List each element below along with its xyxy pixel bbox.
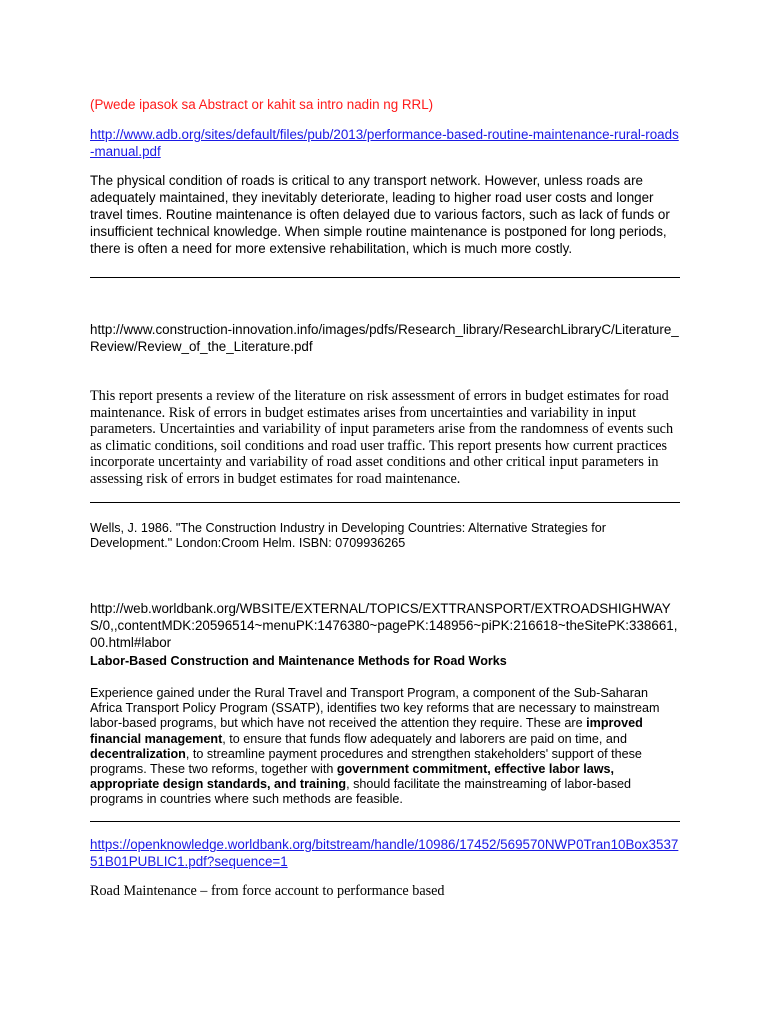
divider-3 [90,821,680,822]
openknowledge-link[interactable]: https://openknowledge.worldbank.org/bitstream/handle/10986/17452/569570NWP0Tran10Box353751B01PUBLIC1.pdf?sequence=1 [90,837,679,869]
openknowledge-link-paragraph [90,836,682,870]
summary-text-3: , to streamline payment procedures and strengthen stakeholders' support of these programs. These two reforms, together with [90,746,642,777]
wells-citation: Wells, J. 1986. "The Construction Industry in Developing Countries: Alternative Strategies for Development." London:Croom Helm. ISBN: 0709936265 [90,521,606,551]
adb-link-paragraph [90,126,682,160]
worldbank-title: Labor-Based Construction and Maintenance Methods for Road Works [90,654,507,668]
road-maintenance-line: Road Maintenance – from force account to performance based [90,883,445,899]
worldbank-url: http://web.worldbank.org/WBSITE/EXTERNAL/TOPICS/EXTTRANSPORT/EXTROADSHIGHWAYS/0,,contentMDK:20596514~menuPK:1476380~pagePK:148956~piPK:216618~theSitePK:338661,00.html#labor [90,601,678,650]
divider-2 [90,502,680,503]
construction-innovation-summary: This report presents a review of the literature on risk assessment of errors in budget estimates for road maintenance. Risk of errors in budget estimates arises from uncertainties and variability in input parameters. Uncertainties and variability of input parameters arise from the randomness of events such as climatic conditions, soil conditions and road user traffic. This report presents how current practices incorporate uncertainty and variability of road asset conditions and other critical input parameters in assessing risk of errors in budget estimates for road maintenance. [90,388,674,487]
adb-summary: The physical condition of roads is critical to any transport network. However, unless roads are adequately maintained, they inevitably deteriorate, leading to higher road user costs and longer travel times. Routine maintenance is often delayed due to various factors, such as lack of funds or insufficient technical knowledge. When simple routine maintenance is postponed for long periods, there is often a need for more extensive rehabilitation, which is much more costly. [90,173,670,256]
summary-text-2: , to ensure that funds flow adequately and laborers are paid on time, and [222,731,627,746]
rrl-note: (Pwede ipasok sa Abstract or kahit sa intro nadin ng RRL) [90,97,434,112]
bold-decentralization: decentralization [90,746,186,761]
construction-innovation-url: http://www.construction-innovation.info/images/pdfs/Research_library/ResearchLibraryC/Literature_Review/Review_of_the_Literature.pdf [90,322,679,354]
worldbank-summary [90,686,682,808]
bold-commitment-list: government commitment, effective labor laws, appropriate design standards, and training [90,762,614,792]
summary-text-4: , should facilitate the mainstreaming of labor-based programs in countries where such methods are feasible. [90,777,632,807]
bold-financial-management: improved financial management [90,716,643,746]
summary-text-1: Experience gained under the Rural Travel and Transport Program, a component of the Sub-Saharan Africa Transport Policy Program (SSATP), identifies two key reforms that are necessary to mainstream labor-based programs, but which have not received the attention they require. These are [90,686,660,731]
divider-1 [90,277,680,278]
adb-manual-link[interactable]: http://www.adb.org/sites/default/files/pub/2013/performance-based-routine-maintenance-rural-roads-manual.pdf [90,127,679,159]
